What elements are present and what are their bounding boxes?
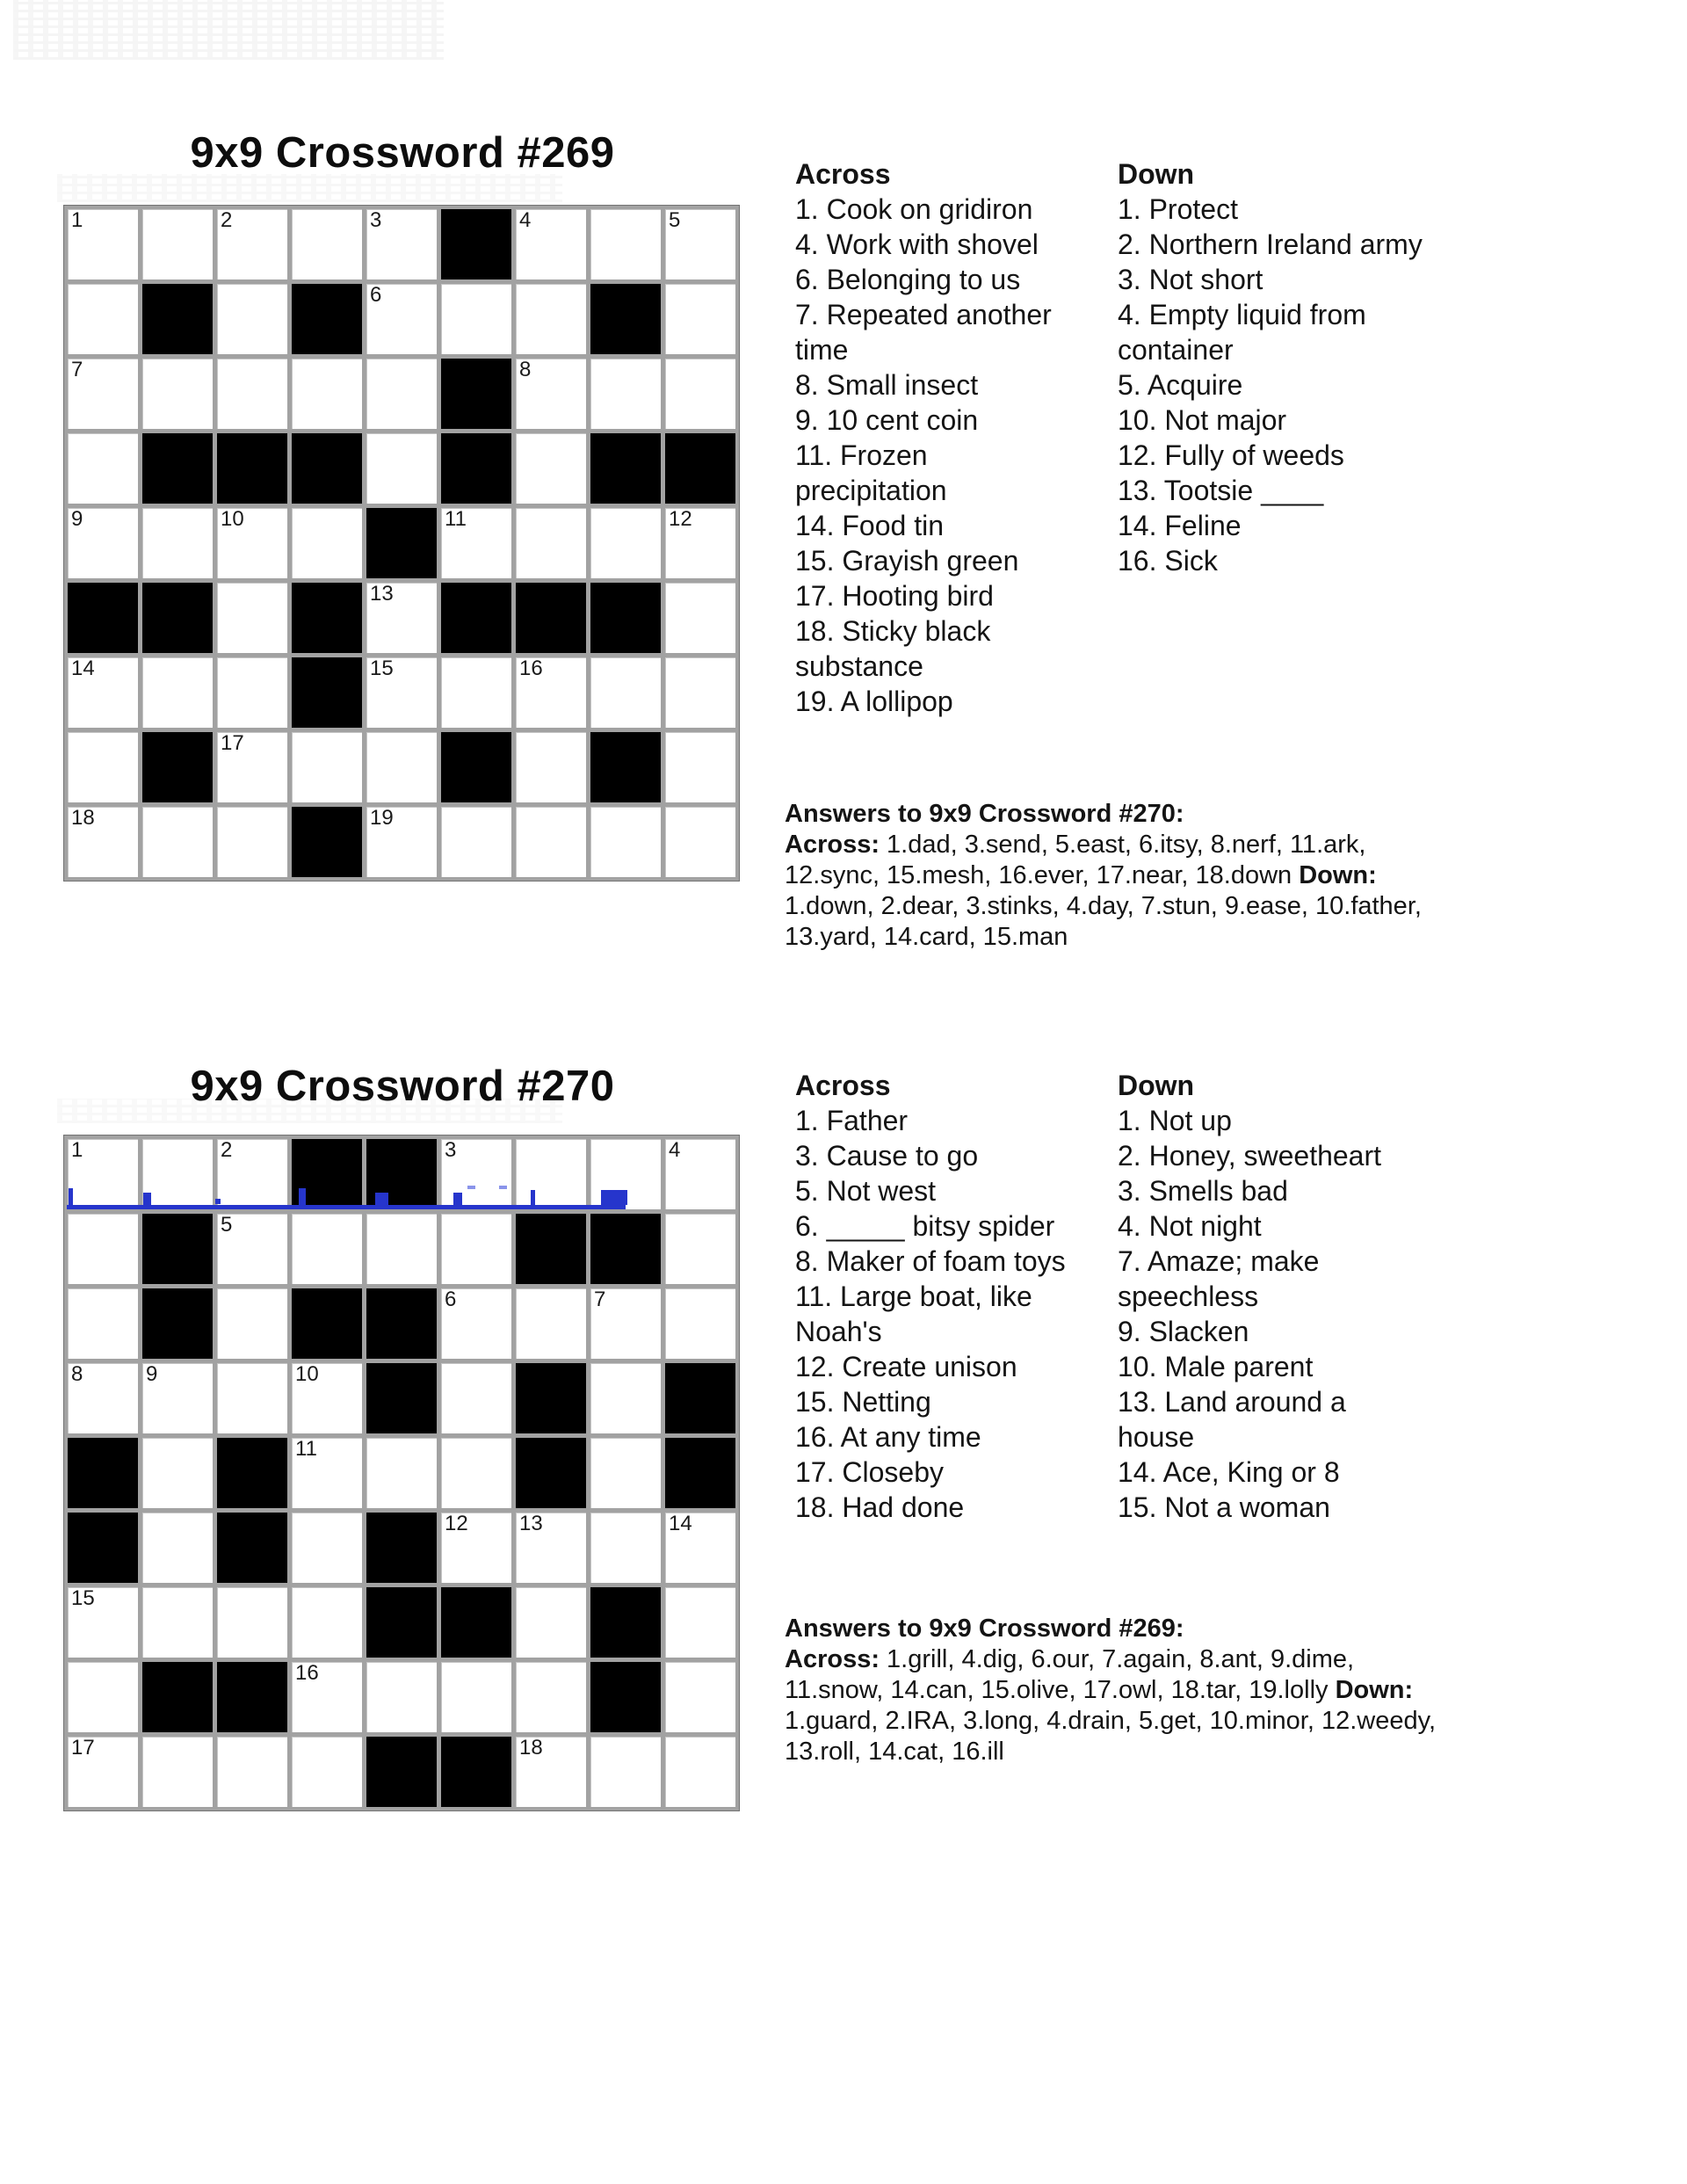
white-cell[interactable] — [516, 508, 586, 578]
text-line: time — [795, 334, 849, 366]
black-cell — [366, 1363, 437, 1433]
white-cell[interactable] — [441, 508, 511, 578]
white-cell[interactable] — [665, 1737, 735, 1807]
white-cell[interactable] — [665, 284, 735, 354]
white-cell[interactable] — [217, 1288, 287, 1359]
cell-number: 17 — [71, 1736, 95, 1760]
text-line — [785, 860, 1422, 891]
cell-number: 7 — [594, 1288, 606, 1311]
cell-number: 18 — [71, 806, 95, 830]
cell-number: 10 — [295, 1362, 319, 1386]
text-line: 3. Cause to go — [795, 1140, 979, 1172]
white-cell[interactable] — [590, 1737, 661, 1807]
white-cell[interactable] — [217, 657, 287, 728]
white-cell[interactable] — [665, 1587, 735, 1658]
white-cell[interactable] — [665, 1214, 735, 1284]
white-cell[interactable] — [665, 732, 735, 802]
white-cell[interactable] — [217, 583, 287, 653]
text-line: 14. Feline — [1118, 510, 1242, 541]
white-cell[interactable] — [217, 1587, 287, 1658]
black-cell — [142, 583, 213, 653]
text-line: 9. Slacken — [1118, 1316, 1249, 1347]
black-cell — [366, 508, 437, 578]
bold-text: Answers to 9x9 Crossword #269: — [785, 1614, 1184, 1643]
black-cell — [441, 732, 511, 802]
text-line — [785, 1675, 1436, 1706]
white-cell[interactable] — [441, 284, 511, 354]
across-heading: Across — [795, 1070, 891, 1101]
white-cell[interactable] — [441, 1438, 511, 1508]
cell-number: 15 — [370, 657, 394, 680]
cell-number: 17 — [221, 731, 244, 755]
white-cell[interactable] — [665, 508, 735, 578]
black-cell — [292, 284, 362, 354]
white-cell[interactable] — [142, 657, 213, 728]
down-heading: Down — [1118, 158, 1195, 190]
cell-number: 16 — [519, 657, 543, 680]
text-line: 4. Empty liquid from — [1118, 299, 1366, 330]
blue-link-text-fragment — [531, 1190, 535, 1206]
white-cell[interactable] — [68, 1214, 138, 1284]
black-cell — [142, 433, 213, 504]
scan-artifact — [13, 0, 444, 60]
text-line — [785, 891, 1422, 922]
text-line — [785, 830, 1422, 860]
white-cell[interactable] — [217, 1214, 287, 1284]
white-cell[interactable] — [590, 807, 661, 877]
white-cell[interactable] — [366, 209, 437, 279]
white-cell[interactable] — [292, 1662, 362, 1732]
cell-number: 4 — [669, 1138, 681, 1162]
white-cell[interactable] — [292, 209, 362, 279]
blue-link-text-fragment — [299, 1188, 306, 1206]
white-cell[interactable] — [441, 807, 511, 877]
blue-link-text-fragment — [215, 1199, 221, 1204]
black-cell — [142, 1214, 213, 1284]
text-line: substance — [795, 650, 923, 682]
white-cell[interactable] — [292, 1438, 362, 1508]
text-line: 2. Northern Ireland army — [1118, 229, 1423, 260]
white-cell[interactable] — [217, 209, 287, 279]
down-clues-270 — [1118, 1068, 1381, 1525]
blue-link-text-fragment — [375, 1193, 388, 1205]
bold-text: Down: — [1299, 861, 1377, 889]
white-cell[interactable] — [292, 1587, 362, 1658]
white-cell[interactable] — [68, 359, 138, 429]
black-cell — [590, 284, 661, 354]
white-cell[interactable] — [217, 807, 287, 877]
across-clues-270 — [795, 1068, 1066, 1525]
white-cell[interactable] — [68, 657, 138, 728]
black-cell — [292, 583, 362, 653]
white-cell[interactable] — [665, 1288, 735, 1359]
cell-number: 18 — [519, 1736, 543, 1760]
text-line — [785, 799, 1422, 830]
white-cell[interactable] — [516, 209, 586, 279]
white-cell[interactable] — [590, 657, 661, 728]
cell-number: 16 — [295, 1661, 319, 1685]
plain-text: 11.snow, 14.can, 15.olive, 17.owl, 18.tar, 19.lolly — [785, 1676, 1336, 1704]
text-line: 1. Cook on gridiron — [795, 193, 1033, 225]
text-line: 4. Work with shovel — [795, 229, 1039, 260]
text-line — [785, 1737, 1436, 1767]
scan-artifact — [57, 174, 562, 202]
cell-number: 14 — [71, 657, 95, 680]
white-cell[interactable] — [142, 1737, 213, 1807]
text-line: 12. Fully of weeds — [1118, 439, 1344, 471]
black-cell — [441, 1587, 511, 1658]
cell-number: 9 — [146, 1362, 158, 1386]
down-clues-269 — [1118, 156, 1423, 578]
text-line: 11. Large boat, like — [795, 1281, 1032, 1312]
black-cell — [590, 583, 661, 653]
white-cell[interactable] — [516, 433, 586, 504]
white-cell[interactable] — [516, 1513, 586, 1583]
plain-text: 13.roll, 14.cat, 16.ill — [785, 1738, 1004, 1766]
white-cell[interactable] — [366, 359, 437, 429]
white-cell[interactable] — [665, 359, 735, 429]
white-cell[interactable] — [217, 1363, 287, 1433]
white-cell[interactable] — [366, 1438, 437, 1508]
crossword-grid-270 — [63, 1135, 740, 1811]
text-line — [785, 1644, 1436, 1675]
white-cell[interactable] — [516, 284, 586, 354]
white-cell[interactable] — [590, 209, 661, 279]
text-line: 18. Had done — [795, 1491, 965, 1523]
black-cell — [142, 1662, 213, 1732]
text-line: 7. Repeated another — [795, 299, 1052, 330]
black-cell — [142, 732, 213, 802]
white-cell[interactable] — [441, 1139, 511, 1209]
white-cell[interactable] — [366, 1214, 437, 1284]
bold-text: Across: — [785, 1645, 880, 1673]
black-cell — [516, 1438, 586, 1508]
white-cell[interactable] — [292, 1214, 362, 1284]
cell-number: 9 — [71, 507, 83, 531]
white-cell[interactable] — [366, 284, 437, 354]
text-line: 5. Not west — [795, 1175, 937, 1207]
white-cell[interactable] — [516, 657, 586, 728]
text-line: 1. Father — [795, 1105, 909, 1136]
black-cell — [366, 1288, 437, 1359]
blue-link-text-fragment — [467, 1186, 475, 1189]
puzzle-title: 9x9 Crossword #269 — [190, 129, 615, 177]
black-cell — [217, 433, 287, 504]
text-line: 10. Not major — [1118, 404, 1287, 436]
white-cell[interactable] — [366, 732, 437, 802]
white-cell[interactable] — [217, 284, 287, 354]
black-cell — [68, 1513, 138, 1583]
text-line: 1. Protect — [1118, 193, 1238, 225]
text-line: 6. _____ bitsy spider — [795, 1210, 1055, 1242]
white-cell[interactable] — [590, 359, 661, 429]
plain-text: 12.sync, 15.mesh, 16.ever, 17.near, 18.down — [785, 861, 1300, 889]
white-cell[interactable] — [366, 657, 437, 728]
white-cell[interactable] — [217, 732, 287, 802]
text-line: 17. Closeby — [795, 1456, 944, 1488]
white-cell[interactable] — [217, 508, 287, 578]
black-cell — [366, 1737, 437, 1807]
text-line: 9. 10 cent coin — [795, 404, 979, 436]
cell-number: 3 — [370, 208, 382, 232]
text-line — [785, 1614, 1436, 1644]
white-cell[interactable] — [68, 732, 138, 802]
text-line: 13. Land around a — [1118, 1386, 1346, 1418]
cell-number: 5 — [221, 1213, 233, 1237]
white-cell[interactable] — [516, 359, 586, 429]
white-cell[interactable] — [441, 657, 511, 728]
cell-number: 2 — [221, 1138, 233, 1162]
cell-number: 6 — [370, 283, 382, 307]
black-cell — [516, 1214, 586, 1284]
black-cell — [665, 1363, 735, 1433]
black-cell — [142, 284, 213, 354]
white-cell[interactable] — [665, 583, 735, 653]
black-cell — [292, 807, 362, 877]
cell-number: 12 — [669, 507, 692, 531]
black-cell — [516, 583, 586, 653]
blue-link-text-fragment — [69, 1188, 73, 1206]
black-cell — [665, 433, 735, 504]
puzzle-title: 9x9 Crossword #270 — [190, 1063, 615, 1110]
white-cell[interactable] — [217, 359, 287, 429]
white-cell[interactable] — [142, 1363, 213, 1433]
white-cell[interactable] — [142, 508, 213, 578]
white-cell[interactable] — [665, 1662, 735, 1732]
white-cell[interactable] — [292, 508, 362, 578]
white-cell[interactable] — [590, 1438, 661, 1508]
white-cell[interactable] — [142, 359, 213, 429]
white-cell[interactable] — [68, 807, 138, 877]
white-cell[interactable] — [665, 657, 735, 728]
black-cell — [665, 1438, 735, 1508]
white-cell[interactable] — [441, 1513, 511, 1583]
text-line: 5. Acquire — [1118, 369, 1243, 401]
white-cell[interactable] — [366, 1662, 437, 1732]
plain-text: 13.yard, 14.card, 15.man — [785, 923, 1068, 951]
black-cell — [590, 1214, 661, 1284]
text-line: 10. Male parent — [1118, 1351, 1314, 1382]
cell-number: 19 — [370, 806, 394, 830]
white-cell[interactable] — [68, 1737, 138, 1807]
white-cell[interactable] — [516, 732, 586, 802]
text-line: 17. Hooting bird — [795, 580, 994, 612]
text-line: 8. Maker of foam toys — [795, 1245, 1066, 1277]
white-cell[interactable] — [292, 1513, 362, 1583]
white-cell[interactable] — [516, 1139, 586, 1209]
text-line: 15. Netting — [795, 1386, 931, 1418]
text-line: 16. At any time — [795, 1421, 981, 1453]
text-line: 16. Sick — [1118, 545, 1218, 577]
blue-link-text-fragment — [601, 1190, 627, 1205]
text-line — [785, 922, 1422, 953]
text-line: 15. Not a woman — [1118, 1491, 1330, 1523]
white-cell[interactable] — [68, 1288, 138, 1359]
plain-text: 1.grill, 4.dig, 6.our, 7.again, 8.ant, 9.dime, — [880, 1645, 1355, 1673]
white-cell[interactable] — [590, 1363, 661, 1433]
white-cell[interactable] — [292, 1737, 362, 1807]
white-cell[interactable] — [217, 1737, 287, 1807]
white-cell[interactable] — [516, 1587, 586, 1658]
text-line: 19. A lollipop — [795, 686, 953, 717]
white-cell[interactable] — [441, 1363, 511, 1433]
black-cell — [590, 433, 661, 504]
bold-text: Down: — [1335, 1676, 1414, 1704]
text-line: 8. Small insect — [795, 369, 979, 401]
bold-text: Across: — [785, 831, 880, 859]
black-cell — [217, 1513, 287, 1583]
cell-number: 14 — [669, 1512, 692, 1535]
black-cell — [441, 1737, 511, 1807]
crossword-grid-269 — [63, 205, 740, 882]
text-line: 7. Amaze; make — [1118, 1245, 1320, 1277]
cell-number: 8 — [71, 1362, 83, 1386]
black-cell — [441, 209, 511, 279]
cell-number: 13 — [370, 582, 394, 606]
white-cell[interactable] — [516, 1737, 586, 1807]
white-cell[interactable] — [292, 359, 362, 429]
white-cell[interactable] — [292, 1363, 362, 1433]
black-cell — [441, 433, 511, 504]
black-cell — [590, 1662, 661, 1732]
white-cell[interactable] — [441, 1214, 511, 1284]
black-cell — [366, 1513, 437, 1583]
text-line: 14. Ace, King or 8 — [1118, 1456, 1340, 1488]
black-cell — [292, 657, 362, 728]
black-cell — [441, 583, 511, 653]
text-line: speechless — [1118, 1281, 1259, 1312]
bold-text: Answers to 9x9 Crossword #270: — [785, 800, 1184, 828]
black-cell — [68, 1438, 138, 1508]
white-cell[interactable] — [68, 1139, 138, 1209]
black-cell — [217, 1438, 287, 1508]
cell-number: 13 — [519, 1512, 543, 1535]
black-cell — [68, 583, 138, 653]
text-line: Noah's — [795, 1316, 882, 1347]
black-cell — [590, 732, 661, 802]
text-line: 6. Belonging to us — [795, 264, 1021, 295]
cell-number: 1 — [71, 1138, 83, 1162]
text-line: 11. Frozen — [795, 439, 928, 471]
plain-text: 1.dad, 3.send, 5.east, 6.itsy, 8.nerf, 11.ark, — [880, 831, 1366, 859]
white-cell[interactable] — [217, 1139, 287, 1209]
black-cell — [590, 1587, 661, 1658]
text-line: 12. Create unison — [795, 1351, 1017, 1382]
white-cell[interactable] — [142, 1513, 213, 1583]
cell-number: 10 — [221, 507, 244, 531]
white-cell[interactable] — [665, 209, 735, 279]
black-cell — [142, 1288, 213, 1359]
text-line: house — [1118, 1421, 1195, 1453]
white-cell[interactable] — [516, 1662, 586, 1732]
text-line: 18. Sticky black — [795, 615, 991, 647]
cell-number: 6 — [445, 1288, 457, 1311]
black-cell — [292, 433, 362, 504]
black-cell — [292, 1288, 362, 1359]
white-cell[interactable] — [68, 1662, 138, 1732]
cell-number: 8 — [519, 358, 532, 381]
white-cell[interactable] — [366, 583, 437, 653]
text-line — [785, 1706, 1436, 1737]
blue-link-text-fragment — [453, 1193, 462, 1205]
text-line: 3. Smells bad — [1118, 1175, 1288, 1207]
white-cell[interactable] — [441, 1288, 511, 1359]
cell-number: 11 — [295, 1437, 317, 1461]
white-cell[interactable] — [142, 1438, 213, 1508]
white-cell[interactable] — [441, 1662, 511, 1732]
white-cell[interactable] — [68, 284, 138, 354]
white-cell[interactable] — [292, 732, 362, 802]
answers-block-270 — [785, 799, 1422, 953]
cell-number: 15 — [71, 1586, 95, 1610]
text-line: precipitation — [795, 475, 947, 506]
black-cell — [366, 1587, 437, 1658]
text-line: 1. Not up — [1118, 1105, 1232, 1136]
white-cell[interactable] — [142, 1139, 213, 1209]
white-cell[interactable] — [68, 508, 138, 578]
white-cell[interactable] — [68, 209, 138, 279]
text-line: 3. Not short — [1118, 264, 1263, 295]
plain-text: 1.guard, 2.IRA, 3.long, 4.drain, 5.get, 10.minor, 12.weedy, — [785, 1707, 1437, 1735]
cell-number: 2 — [221, 208, 233, 232]
down-heading: Down — [1118, 1070, 1195, 1101]
white-cell[interactable] — [665, 807, 735, 877]
cell-number: 3 — [445, 1138, 457, 1162]
white-cell[interactable] — [590, 1513, 661, 1583]
cell-number: 12 — [445, 1512, 468, 1535]
white-cell[interactable] — [142, 807, 213, 877]
white-cell[interactable] — [665, 1513, 735, 1583]
white-cell[interactable] — [590, 1288, 661, 1359]
answers-block-269 — [785, 1614, 1436, 1767]
white-cell[interactable] — [142, 1587, 213, 1658]
white-cell[interactable] — [68, 1363, 138, 1433]
blue-link-text-fragment — [143, 1193, 151, 1206]
cell-number: 1 — [71, 208, 83, 232]
black-cell — [217, 1662, 287, 1732]
white-cell[interactable] — [366, 433, 437, 504]
text-line: 13. Tootsie ____ — [1118, 475, 1324, 506]
white-cell[interactable] — [516, 1288, 586, 1359]
white-cell[interactable] — [142, 209, 213, 279]
black-cell — [516, 1363, 586, 1433]
text-line: 15. Grayish green — [795, 545, 1019, 577]
cell-number: 11 — [445, 507, 467, 531]
text-line: 14. Food tin — [795, 510, 944, 541]
across-heading: Across — [795, 158, 891, 190]
cell-number: 4 — [519, 208, 532, 232]
text-line: container — [1118, 334, 1234, 366]
white-cell[interactable] — [590, 508, 661, 578]
cell-number: 5 — [669, 208, 681, 232]
text-line: 2. Honey, sweetheart — [1118, 1140, 1382, 1172]
cell-number: 7 — [71, 358, 83, 381]
white-cell[interactable] — [516, 807, 586, 877]
white-cell[interactable] — [68, 433, 138, 504]
black-cell — [441, 359, 511, 429]
blue-link-text-fragment — [499, 1186, 507, 1189]
white-cell[interactable] — [366, 807, 437, 877]
plain-text: 1.down, 2.dear, 3.stinks, 4.day, 7.stun, 9.ease, 10.father, — [785, 892, 1422, 920]
across-clues-269 — [795, 156, 1052, 719]
white-cell[interactable] — [665, 1139, 735, 1209]
white-cell[interactable] — [68, 1587, 138, 1658]
text-line: 4. Not night — [1118, 1210, 1262, 1242]
